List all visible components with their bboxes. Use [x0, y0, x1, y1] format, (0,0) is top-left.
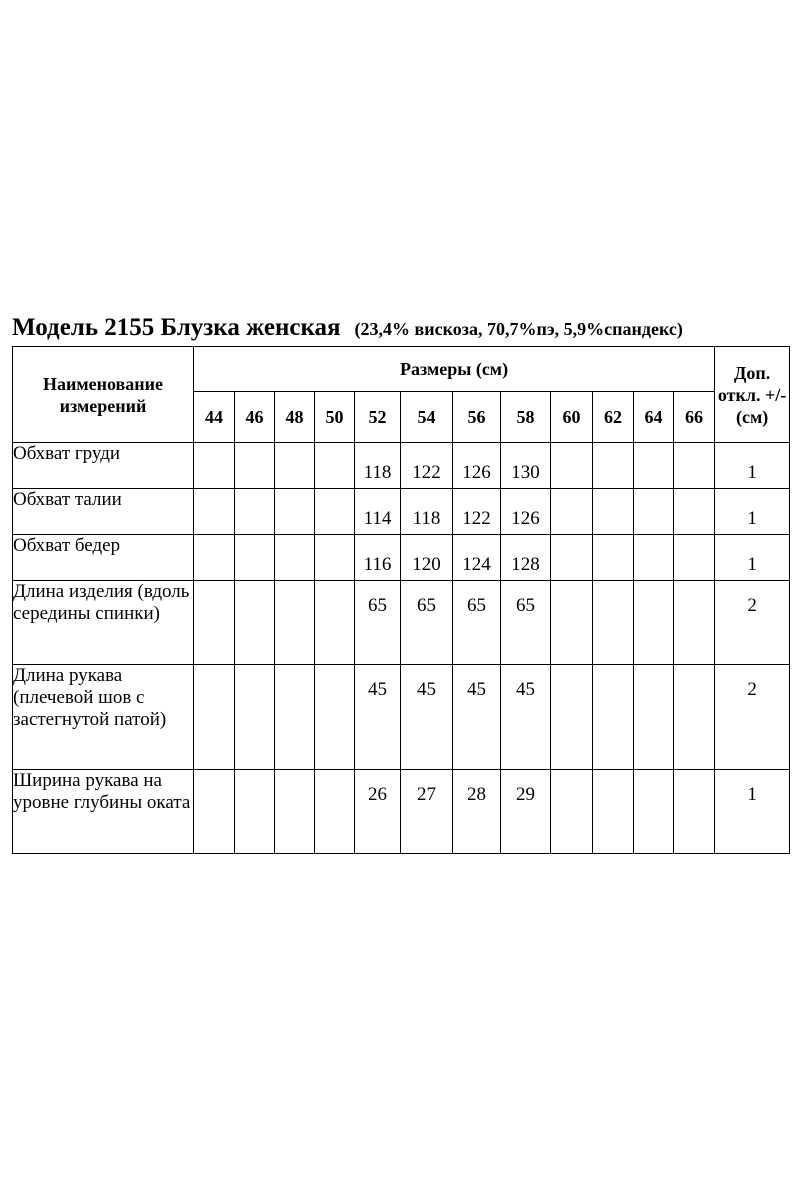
size-header: 60 [551, 392, 593, 443]
measurement-value: 124 [453, 535, 501, 581]
table-row [13, 489, 790, 535]
size-header: 52 [355, 392, 401, 443]
size-header: 58 [501, 392, 551, 443]
table-row [13, 581, 790, 665]
measurement-value: 118 [355, 443, 401, 489]
measurement-value [634, 443, 674, 489]
size-header: 64 [634, 392, 674, 443]
measurement-value: 28 [453, 770, 501, 854]
size-header: 46 [235, 392, 275, 443]
measurement-value [551, 535, 593, 581]
deviation-value: 2 [715, 581, 790, 665]
size-header: 48 [275, 392, 315, 443]
measurement-value [194, 443, 235, 489]
model-title: Модель 2155 Блузка женская [12, 314, 341, 341]
measurement-value [674, 665, 715, 770]
deviation-value: 1 [715, 489, 790, 535]
measurement-value: 114 [355, 489, 401, 535]
measurement-value [315, 535, 355, 581]
measurement-value: 65 [453, 581, 501, 665]
measurement-value [235, 581, 275, 665]
measurement-value [194, 535, 235, 581]
measurement-value [315, 581, 355, 665]
measurement-value: 122 [401, 443, 453, 489]
measurement-value [275, 489, 315, 535]
measurement-name: Длина рукава (плечевой шов с застегнутой патой) [13, 665, 194, 770]
measurement-value [634, 581, 674, 665]
measurement-value [275, 665, 315, 770]
measurement-value [593, 535, 634, 581]
size-header: 66 [674, 392, 715, 443]
measurement-value [674, 443, 715, 489]
measurement-value [593, 581, 634, 665]
measurement-value [593, 770, 634, 854]
measurement-value [593, 489, 634, 535]
table-row [13, 665, 790, 770]
measurement-value [674, 535, 715, 581]
measurement-name: Обхват талии [13, 489, 194, 535]
measurement-value [194, 489, 235, 535]
measurement-value [593, 443, 634, 489]
deviation-value: 1 [715, 535, 790, 581]
measurement-value: 45 [501, 665, 551, 770]
measurement-value [551, 489, 593, 535]
measurement-value [551, 665, 593, 770]
measurement-value [235, 489, 275, 535]
measurement-value [275, 770, 315, 854]
size-header: 62 [593, 392, 634, 443]
measurement-name-header: Наименование измерений [13, 347, 194, 443]
measurement-value [235, 443, 275, 489]
sizes-header: Размеры (см) [194, 347, 715, 392]
measurement-value: 120 [401, 535, 453, 581]
measurement-value [634, 489, 674, 535]
measurement-value: 29 [501, 770, 551, 854]
measurement-value [674, 489, 715, 535]
measurement-name: Обхват бедер [13, 535, 194, 581]
measurement-value [551, 770, 593, 854]
deviation-header: Доп. откл. +/- (см) [715, 347, 790, 443]
measurement-value [674, 581, 715, 665]
size-chart-table [12, 346, 790, 854]
measurement-name: Обхват груди [13, 443, 194, 489]
table-row [13, 770, 790, 854]
measurement-value [235, 535, 275, 581]
measurement-value: 116 [355, 535, 401, 581]
measurement-value: 122 [453, 489, 501, 535]
measurement-value [634, 770, 674, 854]
measurement-value [235, 665, 275, 770]
measurement-value [634, 535, 674, 581]
measurement-value [315, 770, 355, 854]
measurement-value [275, 535, 315, 581]
measurement-value: 27 [401, 770, 453, 854]
measurement-value: 65 [355, 581, 401, 665]
size-header: 44 [194, 392, 235, 443]
measurement-value [235, 770, 275, 854]
measurement-value [674, 770, 715, 854]
measurement-value: 65 [401, 581, 453, 665]
measurement-value: 26 [355, 770, 401, 854]
measurement-value [315, 489, 355, 535]
fabric-composition: (23,4% вискоза, 70,7%пэ, 5,9%спандекс) [354, 319, 683, 339]
measurement-value [194, 665, 235, 770]
deviation-value: 2 [715, 665, 790, 770]
measurement-value: 45 [401, 665, 453, 770]
table-row [13, 535, 790, 581]
measurement-value [551, 443, 593, 489]
measurement-value: 45 [453, 665, 501, 770]
measurement-value [634, 665, 674, 770]
size-header: 56 [453, 392, 501, 443]
measurement-value [315, 443, 355, 489]
measurement-value [194, 770, 235, 854]
measurement-value [275, 581, 315, 665]
measurement-value: 45 [355, 665, 401, 770]
measurement-value [593, 665, 634, 770]
measurement-value [194, 581, 235, 665]
measurement-value: 126 [501, 489, 551, 535]
measurement-value [275, 443, 315, 489]
measurement-value: 118 [401, 489, 453, 535]
measurement-name: Длина изделия (вдоль середины спинки) [13, 581, 194, 665]
measurement-value: 126 [453, 443, 501, 489]
size-header: 54 [401, 392, 453, 443]
table-row [13, 443, 790, 489]
size-header: 50 [315, 392, 355, 443]
measurement-value: 128 [501, 535, 551, 581]
document-title [12, 314, 683, 342]
deviation-value: 1 [715, 443, 790, 489]
measurement-name: Ширина рукава на уровне глубины оката [13, 770, 194, 854]
measurement-value [315, 665, 355, 770]
measurement-value: 130 [501, 443, 551, 489]
measurement-value [551, 581, 593, 665]
measurement-value: 65 [501, 581, 551, 665]
deviation-value: 1 [715, 770, 790, 854]
